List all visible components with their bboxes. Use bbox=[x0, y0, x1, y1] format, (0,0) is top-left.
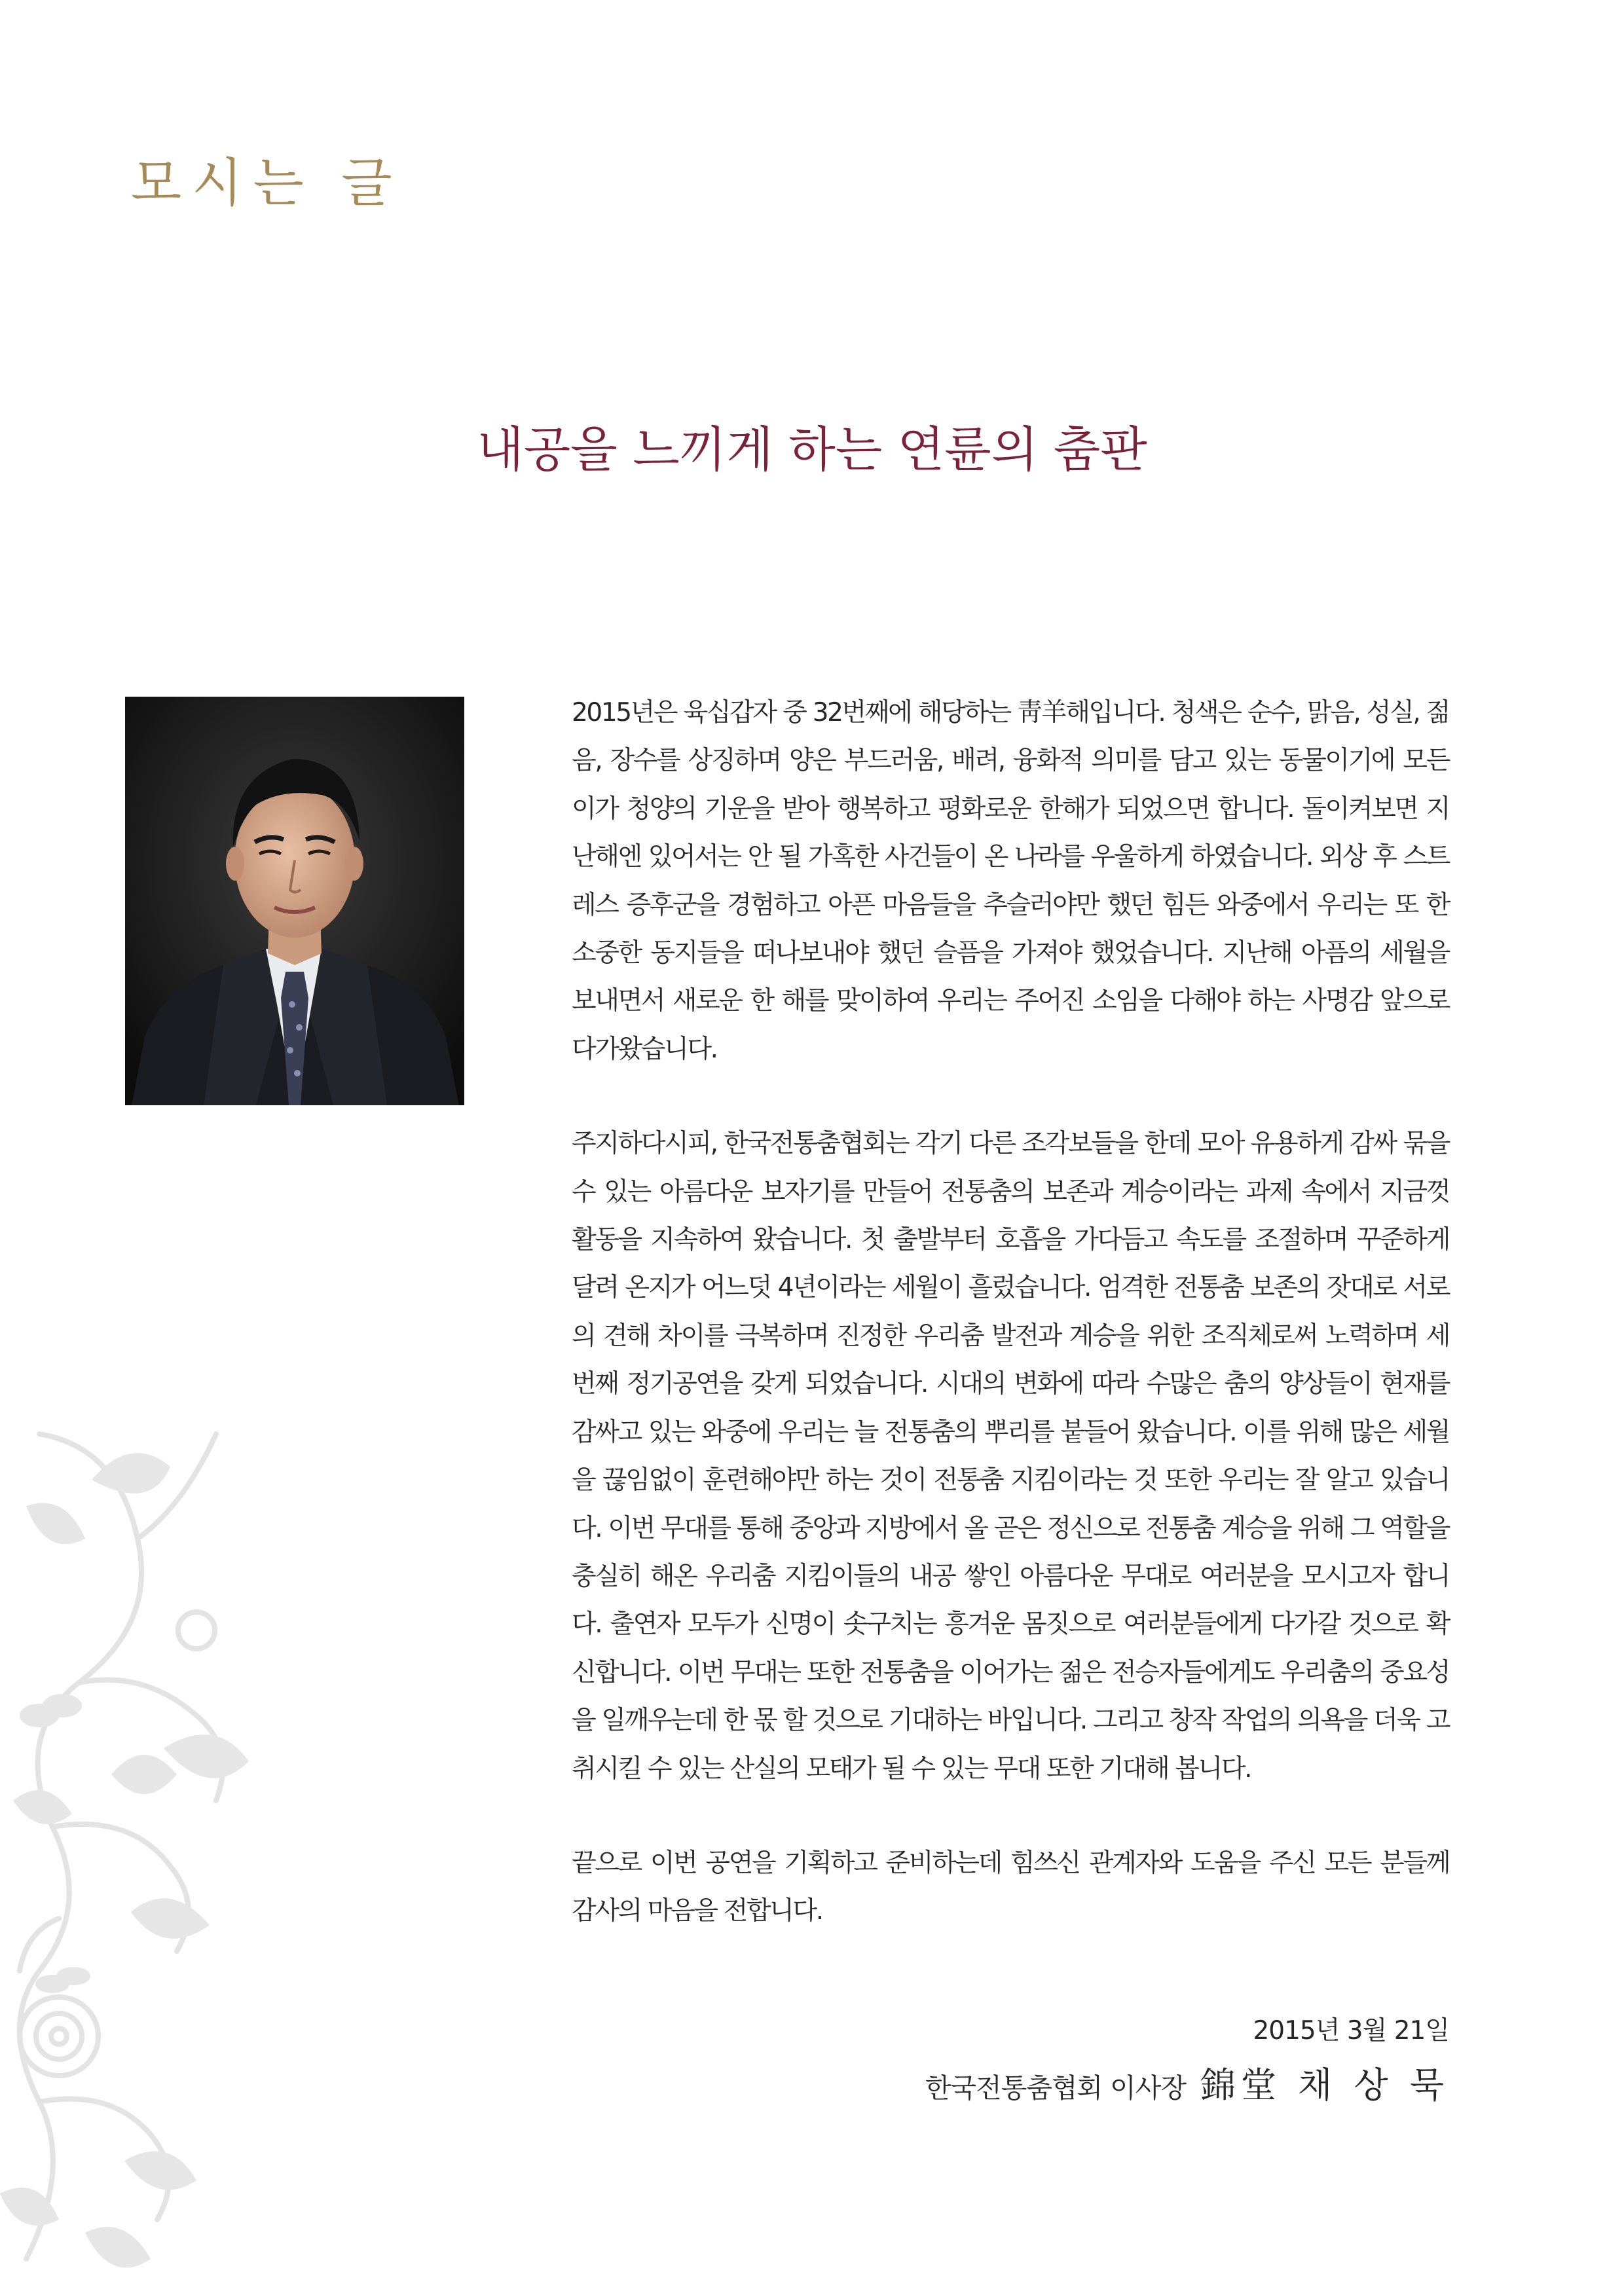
portrait-photo bbox=[125, 697, 464, 1105]
letter-body bbox=[572, 689, 1449, 1935]
portrait-illustration bbox=[125, 697, 464, 1105]
body-paragraph: 주지하다시피, 한국전통춤협회는 각기 다른 조각보들을 한데 모아 유용하게 감싸 묶을 수 있는 아름다운 보자기를 만들어 전통춤의 보존과 계승이라는 과제 속에서 지금껏 활동을 지속하여 왔습니다. 첫 출발부터 호흡을 가다듬고 속도를 조절하며 꾸준하게 달려 온지가 어느덧 4년이라는 세월이 흘렀습니다. 엄격한 전통춤 보존의 잣대로 서로의 견해 차이를 극복하며 진정한 우리춤 발전과 계승을 위한 조직체로써 노력하며 세 번째 정기공연을 갖게 되었습니다. 시대의 변화에 따라 수많은 춤의 양상들이 현재를 감싸고 있는 와중에 우리는 늘 전통춤의 뿌리를 붙들어 왔습니다. 이를 위해 많은 세월을 끊임없이 훈련해야만 하는 것이 전통춤 지킴이라는 것 또한 우리는 잘 알고 있습니다. 이번 무대를 통해 중앙과 지방에서 올 곧은 정신으로 전통춤 계승을 위해 그 역할을 충실히 해온 우리춤 지킴이들의 내공 쌓인 아름다운 무대로 여러분을 모시고자 합니다. 출연자 모두가 신명이 솟구치는 흥겨운 몸짓으로 여러분들에게 다가갈 것으로 확신합니다. 이번 무대는 또한 전통춤을 이어가는 젊은 전승자들에게도 우리춤의 중요성을 일깨우는데 한 몫 할 것으로 기대하는 바입니다. 그리고 창작 작업의 의욕을 더욱 고취시킬 수 있는 산실의 모태가 될 수 있는 무대 또한 기대해 봅니다. bbox=[572, 1129, 1449, 1784]
body-paragraph: 끝으로 이번 공연을 기획하고 준비하는데 힘쓰신 관계자와 도움을 주신 모든 분들께 감사의 마음을 전합니다. bbox=[572, 1848, 1449, 1926]
section-title: 모시는 글 bbox=[131, 153, 403, 213]
body-paragraph: 2015년은 육십갑자 중 32번째에 해당하는 靑羊해입니다. 청색은 순수, 맑음, 성실, 젊음, 장수를 상징하며 양은 부드러움, 배려, 융화적 의미를 담고 있는 동물이기에 모든 이가 청양의 기운을 받아 행복하고 평화로운 한해가 되었으면 합니다. 돌이켜보면 지난해엔 있어서는 안 될 가혹한 사건들이 온 나라를 우울하게 하였습니다. 외상 후 스트레스 증후군을 경험하고 아픈 마음들을 추슬러야만 했던 힘든 와중에서 우리는 또 한 소중한 동지들을 떠나보내야 했던 슬픔을 가져야 했었습니다. 지난해 아픔의 세월을 보내면서 새로운 한 해를 맞이하여 우리는 주어진 소임을 다해야 하는 사명감 앞으로 다가왔습니다. bbox=[572, 698, 1449, 1064]
page-title: 내공을 느끼게 하는 연륜의 춤판 bbox=[477, 422, 1147, 478]
letter-date: 2015년 3월 21일 bbox=[1253, 2016, 1449, 2045]
signature-name: 錦堂 채 상 묵 bbox=[1200, 2064, 1449, 2106]
signature-organization: 한국전통춤협회 이사장 bbox=[925, 2072, 1186, 2104]
signature-line bbox=[925, 2064, 1449, 2106]
floral-decoration-icon bbox=[0, 1408, 301, 2293]
